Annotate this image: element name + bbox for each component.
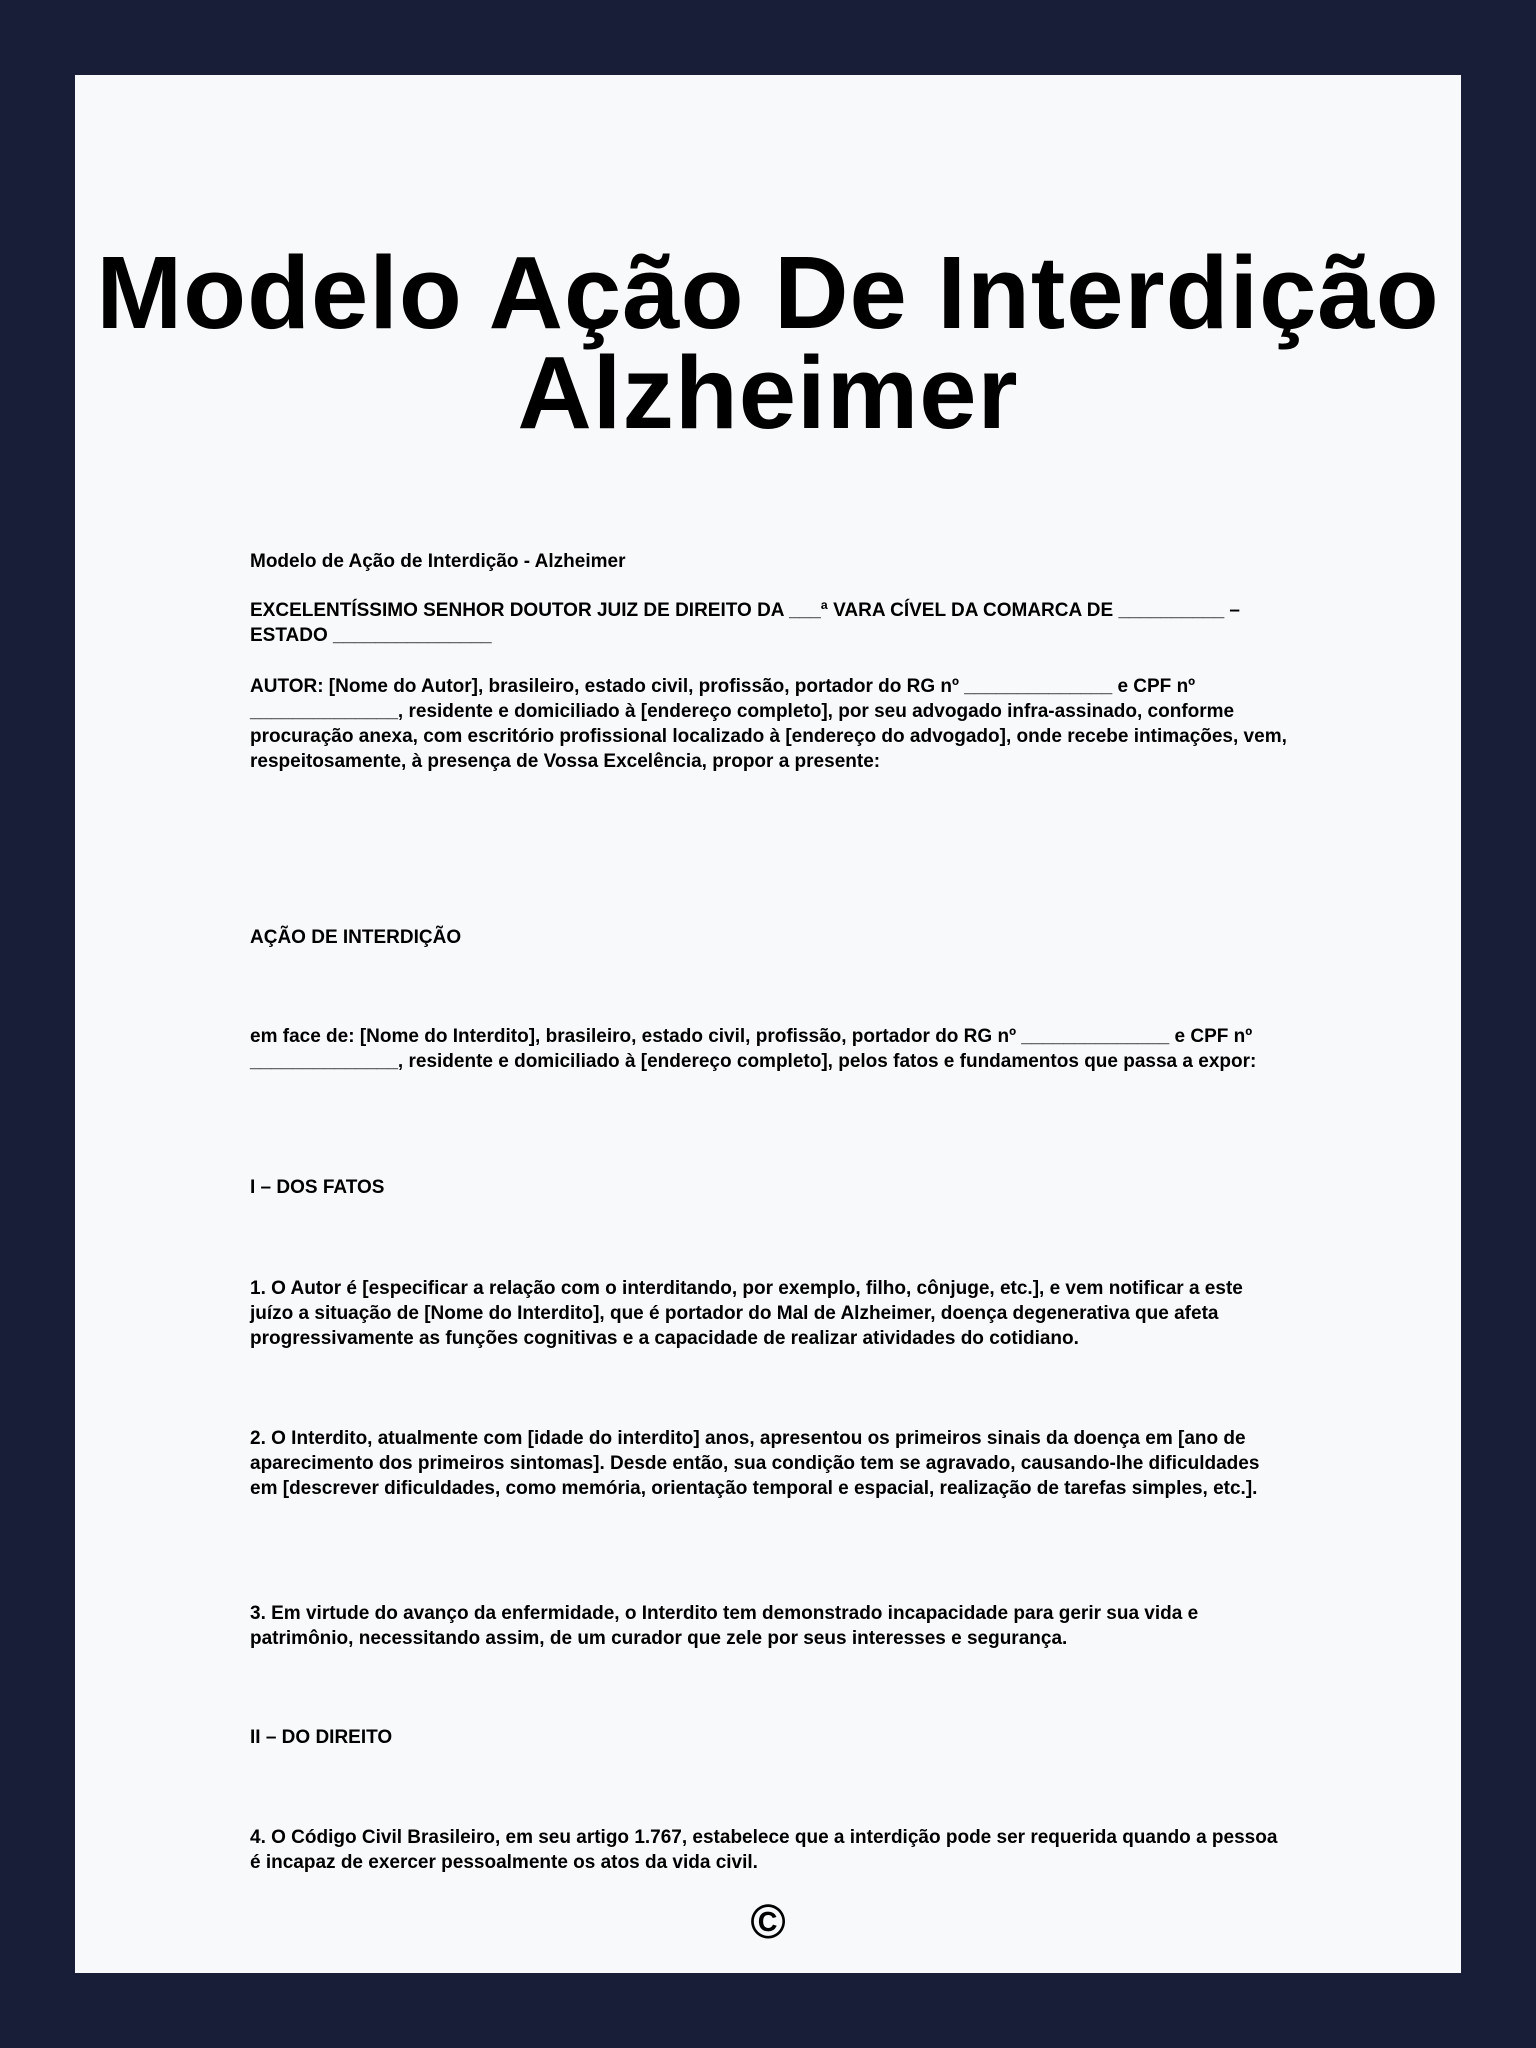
court-address: EXCELENTÍSSIMO SENHOR DOUTOR JUIZ DE DIREITO DA ___ª VARA CÍVEL DA COMARCA DE __________ – ESTADO _______________: [250, 600, 1246, 646]
fact-paragraph-1: 1. O Autor é [especificar a relação com o interditando, por exemplo, filho, cônjuge, etc.], e vem notificar a este juízo a situação de [Nome do Interdito], que é portador do Mal de Alzheimer, doença degenerativa que afeta progressivamente as funções cognitivas e a capacidade de realizar atividades do cotidiano.: [250, 1278, 1249, 1349]
document-page: [75, 75, 1461, 1973]
defendant-qualification: em face de: [Nome do Interdito], brasileiro, estado civil, profissão, portador do RG nº ______________ e CPF nº ______________, residente e domiciliado à [endereço completo], pelos fatos e fundamentos que passa a expor:: [250, 1026, 1258, 1072]
author-qualification: AUTOR: [Nome do Autor], brasileiro, estado civil, profissão, portador do RG nº ______________ e CPF nº ______________, residente e domiciliado à [endereço completo], por seu advogado infra-assinado, conforme procuração anexa, com escritório profissional localizado à [endereço do advogado], onde recebe intimações, vem, respeitosamente, à presença de Vossa Excelência, propor a presente:: [250, 676, 1293, 772]
law-heading: II – DO DIREITO: [250, 1727, 393, 1748]
document-title-line-1: Modelo Ação De Interdição: [96, 235, 1440, 350]
document-title: [75, 235, 1461, 450]
document-title-line-2: Alzheimer: [517, 335, 1019, 450]
facts-heading: I – DOS FATOS: [250, 1177, 385, 1198]
fact-paragraph-3: 3. Em virtude do avanço da enfermidade, o Interdito tem demonstrado incapacidade para gerir sua vida e patrimônio, necessitando assim, de um curador que zele por seus interesses e segurança.: [250, 1603, 1204, 1649]
fact-paragraph-2: 2. O Interdito, atualmente com [idade do interdito] anos, apresentou os primeiros sinais da doença em [ano de aparecimento dos primeiros sintomas]. Desde então, sua condição tem se agravado, causando-lhe dificuldades em [descrever dificuldades, como memória, orientação temporal e espacial, realização de tarefas simples, etc.].: [250, 1428, 1265, 1499]
action-heading: AÇÃO DE INTERDIÇÃO: [250, 927, 462, 948]
document-subtitle: Modelo de Ação de Interdição - Alzheimer: [250, 551, 626, 572]
copyright-icon: ©: [750, 1896, 786, 1949]
law-paragraph-4: 4. O Código Civil Brasileiro, em seu artigo 1.767, estabelece que a interdição pode ser requerida quando a pessoa é incapaz de exercer pessoalmente os atos da vida civil.: [250, 1827, 1283, 1873]
